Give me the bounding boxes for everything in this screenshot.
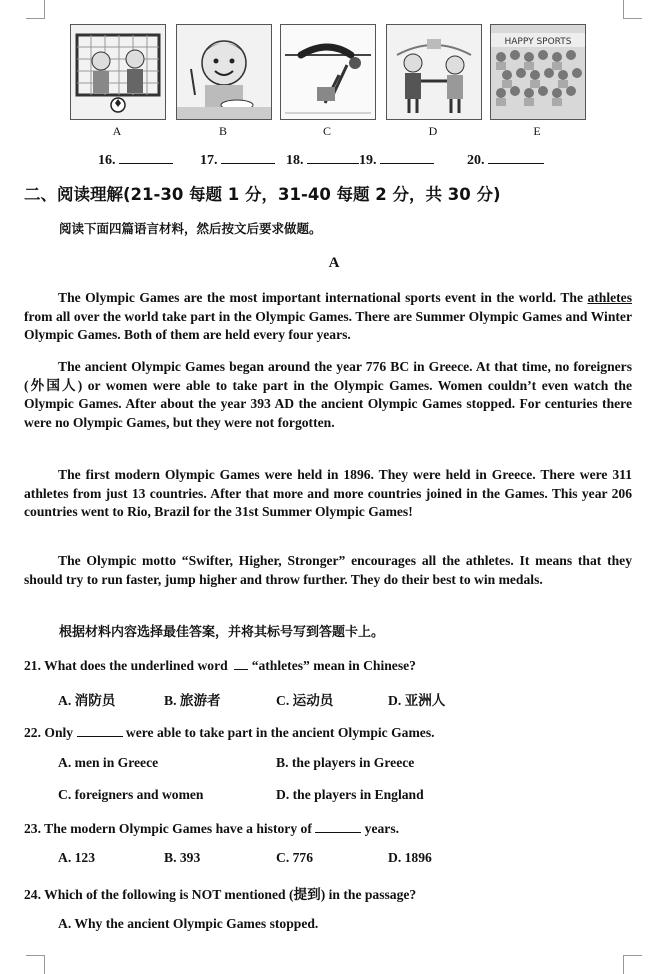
question-23: 23. The modern Olympic Games have a history of years. [24, 821, 400, 836]
picture-label: E [533, 124, 541, 138]
passage-paragraph-2: The ancient Olympic Games began around the year 776 BC in Greece. At that time, no foreigners (外国人) or women were able to take part in the Olympic Games. Women couldn’t even watch the Olympic Games. After about the year 393 AD the ancient Olympic Games stopped. For centuries there were no Olympic Games, but they were not forgotten. [24, 359, 632, 430]
boy-eating-icon [176, 24, 272, 120]
corner-mark [623, 955, 642, 974]
blank-17[interactable]: 17. [200, 150, 275, 169]
passage-paragraph-1: The Olympic Games are the most important international sports event in the world. The athletes from all over the world take part in the Olympic Games. There are Summer Olympic Games and Winter Olympic Games. Both of them are held every four years. [24, 290, 632, 342]
picture-label: D [428, 124, 438, 138]
corner-mark [623, 0, 642, 19]
option-21-b[interactable]: B. 旅游者 [164, 693, 221, 708]
blank-20[interactable]: 20. [467, 150, 544, 169]
option-21-a[interactable]: A. 消防员 [58, 693, 116, 708]
question-21: 21. What does the underlined word “athletes” mean in Chinese? [24, 658, 416, 673]
option-23-c[interactable]: C. 776 [276, 850, 314, 865]
option-22-d[interactable]: D. the players in England [276, 787, 424, 802]
high-jump-icon [280, 24, 376, 120]
section-heading: 二、阅读理解(21-30 每题 1 分，31-40 每题 2 分，共 30 分) [24, 185, 501, 204]
question-24: 24. Which of the following is NOT mentioned (提到) in the passage? [24, 887, 417, 902]
passage-paragraph-4: The Olympic motto “Swifter, Higher, Stronger” encourages all the athletes. It means that they should try to run faster, jump higher and throw further. They do their best to win medals. [24, 553, 632, 587]
option-22-c[interactable]: C. foreigners and women [58, 787, 204, 802]
passage-paragraph-3: The first modern Olympic Games were held in 1896. They were held in Greece. There were 311 athletes from just 13 countries. After that more and more countries joined in the Games. This year 206 countries went to Rio, Brazil for the 31st Summer Olympic Games! [24, 467, 632, 519]
crowd-banner-text: HAPPY SPORTS [504, 37, 572, 47]
option-23-d[interactable]: D. 1896 [388, 850, 432, 865]
option-23-a[interactable]: A. 123 [58, 850, 96, 865]
sports-crowd-icon [490, 24, 586, 120]
picture-row [70, 24, 588, 142]
picture-label: C [322, 124, 331, 138]
option-24-a[interactable]: A. Why the ancient Olympic Games stopped. [58, 916, 319, 931]
corner-mark [26, 0, 45, 19]
kids-holding-hands-icon [386, 24, 482, 120]
option-21-c[interactable]: C. 运动员 [276, 693, 334, 708]
picture-label: A [112, 124, 122, 138]
option-21-d[interactable]: D. 亚洲人 [388, 693, 446, 708]
reading-instruction: 阅读下面四篇语言材料，然后按文后要求做题。 [59, 221, 322, 236]
blank-18[interactable]: 18. [286, 150, 359, 169]
option-22-b[interactable]: B. the players in Greece [276, 755, 415, 770]
corner-mark [26, 955, 45, 974]
option-23-b[interactable]: B. 393 [164, 850, 201, 865]
answer-instruction: 根据材料内容选择最佳答案，并将其标号写到答题卡上。 [59, 625, 385, 640]
blank-19[interactable]: 19. [359, 150, 434, 169]
picture-label: B [218, 124, 227, 138]
underlined-word: athletes [587, 290, 632, 305]
answer-blanks-row [98, 150, 544, 169]
option-22-a[interactable]: A. men in Greece [58, 755, 159, 770]
soccer-kids-icon [70, 24, 166, 120]
blank-16[interactable]: 16. [98, 150, 173, 169]
question-22: 22. Only were able to take part in the ancient Olympic Games. [24, 725, 435, 740]
passage-label: A [328, 255, 340, 271]
